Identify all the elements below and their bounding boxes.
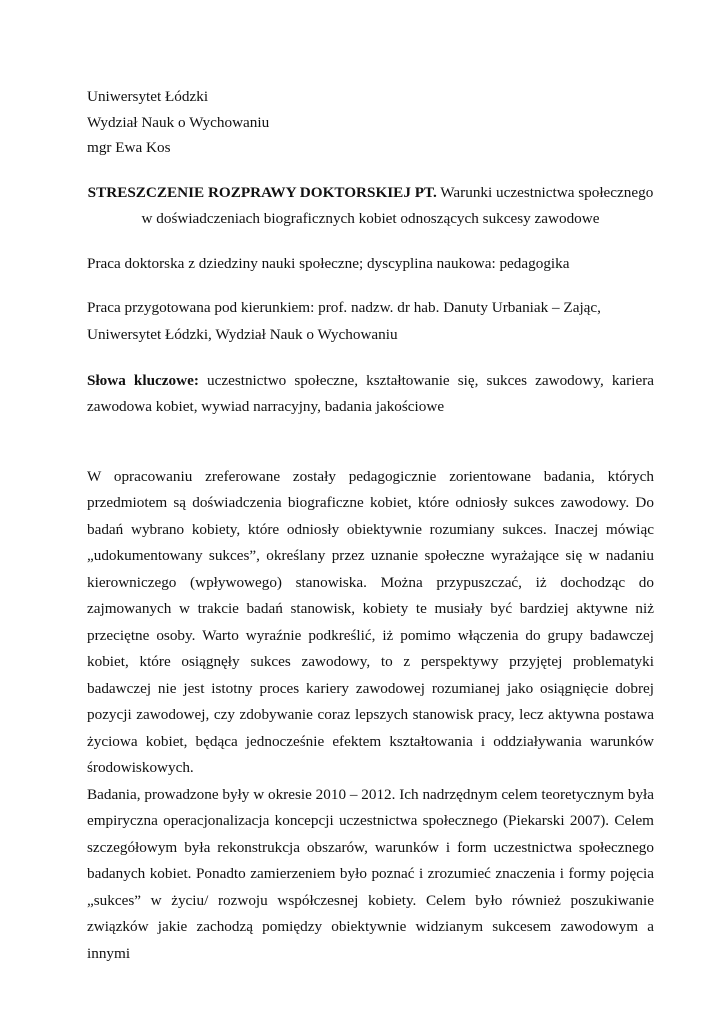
keywords-label: Słowa kluczowe: (87, 371, 199, 389)
title-line-2: w doświadczeniach biograficznych kobiet odnoszących sukcesy zawodowe (141, 209, 600, 227)
university-name: Uniwersytet Łódzki (87, 88, 209, 105)
thesis-title (87, 180, 654, 232)
faculty-name: Wydział Nauk o Wychowaniu (87, 113, 270, 131)
title-prefix: STRESZCZENIE ROZPRAWY DOKTORSKIEJ PT. (87, 183, 437, 201)
abstract-body (87, 464, 654, 968)
discipline-line: Praca doktorska z dziedziny nauki społeczne; dyscyplina naukowa: pedagogika (87, 254, 570, 272)
keywords-block (87, 368, 654, 420)
title-line-1 (87, 180, 654, 206)
author-header (87, 84, 654, 161)
supervisor-line-2: Uniwersytet Łódzki, Wydział Nauk o Wychowaniu (87, 325, 398, 343)
body-paragraph-1: W opracowaniu zreferowane zostały pedagogicznie zorientowane badania, których przedmiotem są doświadczenia biograficzne kobiet, które odniosły sukces zawodowy. Do badań wybrano kobiety, które odniosły obiektywnie rozumiany sukces. Inaczej mówiąc „udokumentowany sukces”, określany przez uznanie społeczne wyrażające się w nadaniu kierowniczego (wpływowego) stanowiska. Można przypuszczać, iż dochodząc do zajmowanych w trakcie badań stanowisk, kobiety te musiały być bardziej aktywne niż przeciętne osoby. Warto wyraźnie podkreślić, iż pomimo włączenia do grupy badawczej kobiet, które osiągnęły sukces zawodowy, to z perspektywy przyjętej problematyki badawczej nie jest istotny proces kariery zawodowej rozumianej jako osiągnięcie dobrej pozycji zawodowej, czy zdobywanie coraz lepszych stanowisk pracy, lecz aktywna postawa życiowa kobiet, będąca jednocześnie efektem kształtowania i oddziaływania warunków środowiskowych. (87, 467, 654, 777)
body-paragraph-2: Badania, prowadzone były w okresie 2010 – 2012. Ich nadrzędnym celem teoretycznym była empiryczna operacjonalizacja koncepcji uczestnictwa społecznego (Piekarski 2007). Celem szczegółowym była rekonstrukcja obszarów, warunków i form uczestnictwa społecznego badanych kobiet. Ponadto zamierzeniem było poznać i zrozumieć znaczenia i formy pojęcia „sukces” w życiu/ rozwoju współczesnej kobiety. Celem było również poszukiwanie związków jakie zachodzą pomiędzy obiektywnie widzianym sukcesem zawodowym a innymi (87, 785, 654, 962)
supervisor-block (87, 295, 654, 349)
supervisor-line-1: Praca przygotowana pod kierunkiem: prof. nadzw. dr hab. Danuty Urbaniak – Zając, (87, 299, 601, 316)
author-name: mgr Ewa Kos (87, 139, 171, 156)
title-line-1-rest: Warunki uczestnictwa społecznego (436, 183, 654, 201)
document-page (87, 84, 654, 967)
keywords-text: uczestnictwo społeczne, kształtowanie się, sukces zawodowy, kariera zawodowa kobiet, wywiad narracyjny, badania jakościowe (87, 371, 654, 415)
